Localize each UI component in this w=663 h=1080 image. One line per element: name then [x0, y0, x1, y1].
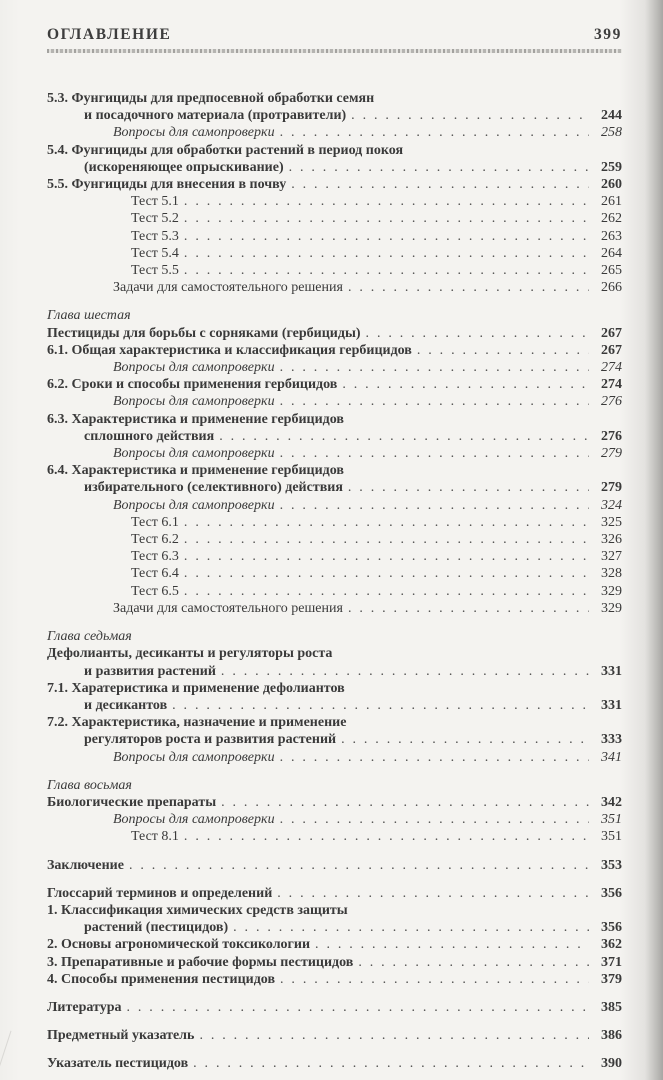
toc-entry — [47, 462, 622, 479]
toc-entry — [47, 1055, 622, 1072]
toc-entry-page: 351 — [601, 829, 622, 845]
dot-leader — [348, 279, 589, 296]
toc-entry — [47, 777, 622, 794]
toc-entry — [47, 514, 622, 531]
toc-entry — [47, 176, 622, 193]
toc-entry-page: 385 — [601, 999, 622, 1015]
toc-entry-page: 329 — [601, 600, 622, 616]
toc-entry-title: Дефолианты, десиканты и регуляторы роста — [47, 646, 333, 662]
toc-entry-title: Тест 5.3 — [131, 228, 179, 244]
toc-entry-page: 326 — [601, 532, 622, 548]
toc-entry-title: Тест 8.1 — [131, 829, 179, 845]
toc-entry-page: 258 — [601, 125, 622, 141]
toc-entry-title: и посадочного материала (протравители) — [84, 108, 347, 124]
dot-leader — [184, 262, 589, 279]
toc-entry-title: и десикантов — [84, 697, 168, 713]
toc-entry — [47, 193, 622, 210]
toc-entry-title: Указатель пестицидов — [47, 1056, 189, 1072]
toc-entry-page: 328 — [601, 566, 622, 582]
toc-entry — [47, 210, 622, 227]
dot-leader — [184, 531, 589, 548]
toc-entry-title: Глава шестая — [47, 308, 131, 324]
toc-entry — [47, 359, 622, 376]
toc-entry-page: 263 — [601, 228, 622, 244]
toc-entry — [47, 90, 622, 107]
toc-entry-page: 356 — [601, 885, 622, 901]
toc-entry-title: (искореняющее опрыскивание) — [84, 159, 284, 175]
toc-entry — [47, 159, 622, 176]
dot-leader — [280, 811, 589, 828]
toc-entry — [47, 107, 622, 124]
toc-entry — [47, 479, 622, 496]
toc-entry-title: Задачи для самостоятельного решения — [113, 280, 343, 296]
dot-leader — [351, 107, 589, 124]
toc-entry — [47, 445, 622, 462]
toc-entry — [47, 731, 622, 748]
page-heading: ОГЛАВЛЕНИЕ — [47, 26, 172, 43]
toc-entry — [47, 497, 622, 514]
dot-leader — [280, 749, 589, 766]
toc-list — [47, 90, 622, 1073]
toc-entry-page: 265 — [601, 263, 622, 279]
toc-entry-page: 279 — [601, 480, 622, 496]
dot-leader — [184, 193, 589, 210]
toc-entry-title: Тест 5.2 — [131, 211, 179, 227]
toc-entry-title: 5.4. Фунгициды для обработки растений в период покоя — [47, 142, 404, 158]
toc-entry — [47, 645, 622, 662]
toc-entry-page: 342 — [601, 794, 622, 810]
toc-entry-title: Тест 6.1 — [131, 514, 179, 530]
toc-entry — [47, 954, 622, 971]
dot-leader — [277, 885, 589, 902]
dot-leader — [289, 159, 589, 176]
toc-entry-title: Вопросы для самопроверки — [113, 812, 275, 828]
toc-entry-title: 4. Способы применения пестицидов — [47, 971, 276, 987]
toc-entry-page: 244 — [601, 108, 622, 124]
page-header — [47, 26, 622, 44]
toc-entry — [47, 628, 622, 645]
toc-entry-page: 324 — [601, 497, 622, 513]
dot-leader — [280, 497, 589, 514]
toc-entry — [47, 376, 622, 393]
toc-entry-page: 329 — [601, 583, 622, 599]
dot-leader — [184, 245, 589, 262]
toc-entry — [47, 902, 622, 919]
toc-entry-page: 274 — [601, 377, 622, 393]
toc-entry — [47, 342, 622, 359]
toc-entry-page: 266 — [601, 280, 622, 296]
toc-entry-title: Глава восьмая — [47, 777, 132, 793]
toc-entry-page: 353 — [601, 857, 622, 873]
toc-entry-page: 267 — [601, 325, 622, 341]
toc-entry-title: 7.1. Харатеристика и применение дефолиантов — [47, 680, 345, 696]
dot-leader — [233, 919, 589, 936]
toc-entry-title: 6.3. Характеристика и применение гербицидов — [47, 411, 344, 427]
toc-entry — [47, 428, 622, 445]
toc-entry — [47, 999, 622, 1016]
toc-entry — [47, 531, 622, 548]
toc-entry — [47, 749, 622, 766]
toc-entry-page: 351 — [601, 812, 622, 828]
toc-entry — [47, 583, 622, 600]
toc-entry-page: 362 — [601, 937, 622, 953]
toc-entry — [47, 411, 622, 428]
toc-entry-title: Глава седьмая — [47, 629, 132, 645]
toc-entry — [47, 245, 622, 262]
toc-entry-title: регуляторов роста и развития растений — [84, 732, 337, 748]
dot-leader — [221, 794, 589, 811]
dot-leader — [127, 999, 590, 1016]
dot-leader — [342, 376, 589, 393]
header-rule — [47, 49, 622, 53]
toc-entry — [47, 325, 622, 342]
dot-leader — [280, 359, 589, 376]
dot-leader — [184, 565, 589, 582]
toc-entry-page: 325 — [601, 514, 622, 530]
toc-entry — [47, 228, 622, 245]
toc-entry — [47, 828, 622, 845]
toc-entry-title: Предметный указатель — [47, 1028, 195, 1044]
toc-entry-title: Тест 5.5 — [131, 263, 179, 279]
dot-leader — [348, 479, 589, 496]
toc-entry-page: 267 — [601, 342, 622, 358]
toc-entry — [47, 307, 622, 324]
toc-entry-title: 1. Классификация химических средств защиты — [47, 902, 348, 918]
toc-entry — [47, 697, 622, 714]
toc-entry-title: Задачи для самостоятельного решения — [113, 600, 343, 616]
toc-entry-page: 341 — [601, 749, 622, 765]
toc-entry-title: Тест 6.4 — [131, 566, 179, 582]
dot-leader — [348, 600, 589, 617]
dot-leader — [184, 228, 589, 245]
toc-entry — [47, 262, 622, 279]
toc-entry — [47, 885, 622, 902]
dot-leader — [184, 210, 589, 227]
toc-entry-page: 386 — [601, 1028, 622, 1044]
toc-entry — [47, 279, 622, 296]
toc-entry-title: Вопросы для самопроверки — [113, 749, 275, 765]
dot-leader — [280, 971, 589, 988]
toc-entry-page: 327 — [601, 549, 622, 565]
toc-entry-title: Глоссарий терминов и определений — [47, 885, 273, 901]
toc-entry-title: растений (пестицидов) — [84, 920, 229, 936]
dot-leader — [358, 954, 589, 971]
toc-entry-title: Тест 6.3 — [131, 549, 179, 565]
toc-entry — [47, 971, 622, 988]
toc-entry — [47, 393, 622, 410]
dot-leader — [366, 325, 589, 342]
toc-entry-title: 5.5. Фунгициды для внесения в почву — [47, 177, 287, 193]
dot-leader — [341, 731, 589, 748]
dot-leader — [280, 124, 589, 141]
toc-entry-title: Литература — [47, 999, 122, 1015]
dot-leader — [221, 663, 589, 680]
toc-entry-title: Заключение — [47, 857, 124, 873]
toc-entry-title: сплошного действия — [84, 428, 215, 444]
toc-entry-title: Вопросы для самопроверки — [113, 360, 275, 376]
toc-entry — [47, 794, 622, 811]
toc-entry — [47, 714, 622, 731]
dot-leader — [184, 514, 589, 531]
toc-entry-page: 390 — [601, 1056, 622, 1072]
dot-leader — [184, 583, 589, 600]
dot-leader — [184, 828, 589, 845]
toc-entry-page: 264 — [601, 245, 622, 261]
dot-leader — [315, 936, 589, 953]
page-number: 399 — [593, 26, 622, 43]
toc-entry — [47, 548, 622, 565]
toc-entry — [47, 1027, 622, 1044]
toc-entry-page: 276 — [601, 428, 622, 444]
toc-entry-page: 274 — [601, 360, 622, 376]
toc-entry-page: 356 — [601, 920, 622, 936]
toc-entry-title: 5.3. Фунгициды для предпосевной обработки семян — [47, 91, 375, 106]
dot-leader — [184, 548, 589, 565]
toc-entry-title: Вопросы для самопроверки — [113, 125, 275, 141]
toc-entry — [47, 600, 622, 617]
toc-entry-title: 7.2. Характеристика, назначение и применение — [47, 715, 347, 731]
toc-entry-page: 261 — [601, 194, 622, 210]
toc-entry — [47, 663, 622, 680]
toc-entry-page: 262 — [601, 211, 622, 227]
dot-leader — [280, 393, 589, 410]
toc-entry-page: 331 — [601, 663, 622, 679]
toc-entry-page: 371 — [601, 954, 622, 970]
toc-entry-title: Вопросы для самопроверки — [113, 497, 275, 513]
dot-leader — [291, 176, 589, 193]
toc-entry-title: Тест 6.5 — [131, 583, 179, 599]
dot-leader — [280, 445, 589, 462]
dot-leader — [172, 697, 589, 714]
dot-leader — [129, 857, 589, 874]
toc-entry — [47, 142, 622, 159]
toc-entry-page: 259 — [601, 159, 622, 175]
toc-entry — [47, 857, 622, 874]
toc-entry-page: 333 — [601, 732, 622, 748]
toc-entry — [47, 919, 622, 936]
toc-entry-title: 2. Основы агрономической токсикологии — [47, 937, 311, 953]
toc-entry-title: Пестициды для борьбы с сорняками (гербициды) — [47, 325, 361, 341]
toc-entry-page: 331 — [601, 697, 622, 713]
dot-leader — [417, 342, 589, 359]
toc-entry-title: 6.2. Сроки и способы применения гербицидов — [47, 377, 338, 393]
dot-leader — [219, 428, 589, 445]
toc-entry-title: Тест 5.1 — [131, 194, 179, 210]
toc-entry — [47, 680, 622, 697]
toc-entry-title: Вопросы для самопроверки — [113, 394, 275, 410]
toc-entry-page: 260 — [601, 177, 622, 193]
toc-entry-title: Тест 6.2 — [131, 532, 179, 548]
toc-entry-title: и развития растений — [84, 663, 216, 679]
toc-entry-page: 279 — [601, 446, 622, 462]
dot-leader — [193, 1055, 589, 1072]
toc-entry — [47, 124, 622, 141]
toc-entry — [47, 936, 622, 953]
toc-entry-title: избирательного (селективного) действия — [84, 480, 343, 496]
toc-entry — [47, 565, 622, 582]
toc-entry — [47, 811, 622, 828]
toc-entry-title: Вопросы для самопроверки — [113, 446, 275, 462]
toc-entry-title: Тест 5.4 — [131, 245, 179, 261]
toc-entry-title: 3. Препаративные и рабочие формы пестицидов — [47, 954, 354, 970]
toc-entry-title: 6.1. Общая характеристика и классификация гербицидов — [47, 342, 412, 358]
toc-entry-title: Биологические препараты — [47, 794, 217, 810]
toc-entry-page: 276 — [601, 394, 622, 410]
dot-leader — [199, 1027, 589, 1044]
toc-entry-title: 6.4. Характеристика и применение гербицидов — [47, 463, 344, 479]
toc-entry-page: 379 — [601, 971, 622, 987]
